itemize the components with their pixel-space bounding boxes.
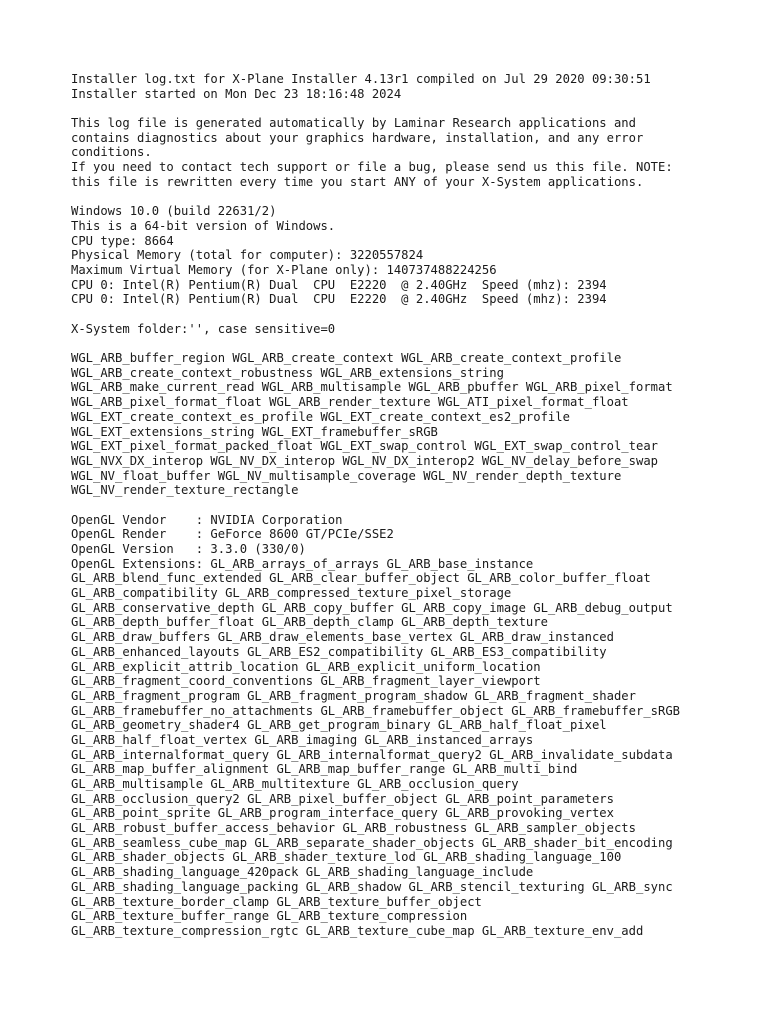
log-line: GL_ARB_occlusion_query2 GL_ARB_pixel_buffer_object GL_ARB_point_parameters	[71, 791, 614, 806]
log-line: WGL_ARB_buffer_region WGL_ARB_create_context WGL_ARB_create_context_profile	[71, 351, 622, 366]
log-line: GL_ARB_draw_buffers GL_ARB_draw_elements_base_vertex GL_ARB_draw_instanced	[71, 630, 614, 645]
log-line: GL_ARB_geometry_shader4 GL_ARB_get_program_binary GL_ARB_half_float_pixel	[71, 718, 607, 733]
log-line: GL_ARB_texture_border_clamp GL_ARB_texture_buffer_object	[71, 894, 482, 909]
log-line: GL_ARB_texture_buffer_range GL_ARB_texture_compression	[71, 909, 468, 924]
log-line: X-System folder:'', case sensitive=0	[71, 321, 336, 336]
log-line: Installer started on Mon Dec 23 18:16:48 2024	[71, 86, 402, 101]
log-line: GL_ARB_compatibility GL_ARB_compressed_texture_pixel_storage	[71, 586, 512, 601]
log-line: conditions.	[71, 145, 152, 160]
log-line: GL_ARB_shading_language_420pack GL_ARB_shading_language_include	[71, 865, 534, 880]
log-line: GL_ARB_depth_buffer_float GL_ARB_depth_clamp GL_ARB_depth_texture	[71, 615, 548, 630]
log-line: Installer log.txt for X-Plane Installer 4.13r1 compiled on Jul 29 2020 09:30:51	[71, 72, 651, 86]
log-line: GL_ARB_enhanced_layouts GL_ARB_ES2_compatibility GL_ARB_ES3_compatibility	[71, 644, 607, 659]
log-line: GL_ARB_map_buffer_alignment GL_ARB_map_buffer_range GL_ARB_multi_bind	[71, 762, 578, 777]
log-line: WGL_EXT_pixel_format_packed_float WGL_EXT_swap_control WGL_EXT_swap_control_tear	[71, 439, 658, 454]
log-line: GL_ARB_explicit_attrib_location GL_ARB_explicit_uniform_location	[71, 659, 541, 674]
installer-log-document	[71, 72, 751, 968]
log-line	[71, 498, 751, 513]
log-line: GL_ARB_fragment_coord_conventions GL_ARB_fragment_layer_viewport	[71, 674, 541, 689]
log-line: Windows 10.0 (build 22631/2)	[71, 204, 277, 219]
log-line	[71, 307, 751, 322]
log-line: GL_ARB_texture_compression_rgtc GL_ARB_texture_cube_map GL_ARB_texture_env_add	[71, 923, 644, 938]
log-line: This log file is generated automatically by Laminar Research applications and	[71, 116, 636, 131]
log-line: GL_ARB_point_sprite GL_ARB_program_interface_query GL_ARB_provoking_vertex	[71, 806, 614, 821]
log-line: GL_ARB_shading_language_packing GL_ARB_shadow GL_ARB_stencil_texturing GL_ARB_sync	[71, 879, 673, 894]
log-line	[71, 939, 751, 954]
log-line: If you need to contact tech support or file a bug, please send us this file. NOTE:	[71, 160, 673, 175]
log-line	[71, 336, 751, 351]
log-line: WGL_EXT_extensions_string WGL_EXT_framebuffer_sRGB	[71, 424, 438, 439]
log-line: contains diagnostics about your graphics hardware, installation, and any error	[71, 130, 644, 145]
log-line: GL_ARB_robust_buffer_access_behavior GL_ARB_robustness GL_ARB_sampler_objects	[71, 821, 636, 836]
log-line: this file is rewritten every time you start ANY of your X-System applications.	[71, 174, 644, 189]
log-line: Physical Memory (total for computer): 3220557824	[71, 248, 424, 263]
log-line: GL_ARB_conservative_depth GL_ARB_copy_buffer GL_ARB_copy_image GL_ARB_debug_output	[71, 600, 673, 615]
log-line: CPU type: 8664	[71, 233, 174, 248]
log-line: WGL_ARB_pixel_format_float WGL_ARB_render_texture WGL_ATI_pixel_format_float	[71, 395, 629, 410]
log-line: GL_ARB_framebuffer_no_attachments GL_ARB_framebuffer_object GL_ARB_framebuffer_sRGB	[71, 703, 681, 718]
log-line: GL_ARB_shader_objects GL_ARB_shader_texture_lod GL_ARB_shading_language_100	[71, 850, 622, 865]
log-line: This is a 64-bit version of Windows.	[71, 218, 336, 233]
log-line: CPU 0: Intel(R) Pentium(R) Dual CPU E2220 @ 2.40GHz Speed (mhz): 2394	[71, 292, 607, 307]
log-line	[71, 190, 751, 205]
log-line: CPU 0: Intel(R) Pentium(R) Dual CPU E2220 @ 2.40GHz Speed (mhz): 2394	[71, 277, 607, 292]
log-line: WGL_ARB_make_current_read WGL_ARB_multisample WGL_ARB_pbuffer WGL_ARB_pixel_format	[71, 380, 673, 395]
log-line	[71, 953, 751, 968]
log-line: OpenGL Vendor : NVIDIA Corporation	[71, 512, 343, 527]
log-line: OpenGL Extensions: GL_ARB_arrays_of_arrays GL_ARB_base_instance	[71, 556, 534, 571]
log-line: WGL_NV_render_texture_rectangle	[71, 483, 299, 498]
log-line: WGL_NVX_DX_interop WGL_NV_DX_interop WGL_NV_DX_interop2 WGL_NV_delay_before_swap	[71, 453, 658, 468]
log-line: GL_ARB_multisample GL_ARB_multitexture GL_ARB_occlusion_query	[71, 777, 519, 791]
log-line: WGL_ARB_create_context_robustness WGL_ARB_extensions_string	[71, 365, 504, 380]
log-line: OpenGL Render : GeForce 8600 GT/PCIe/SSE2	[71, 527, 394, 542]
log-line: GL_ARB_internalformat_query GL_ARB_internalformat_query2 GL_ARB_invalidate_subdata	[71, 747, 673, 762]
log-line: Maximum Virtual Memory (for X-Plane only): 140737488224256	[71, 262, 497, 277]
log-line: GL_ARB_half_float_vertex GL_ARB_imaging GL_ARB_instanced_arrays	[71, 732, 534, 747]
log-line: GL_ARB_fragment_program GL_ARB_fragment_program_shadow GL_ARB_fragment_shader	[71, 688, 636, 703]
log-line: WGL_EXT_create_context_es_profile WGL_EXT_create_context_es2_profile	[71, 409, 570, 424]
log-line	[71, 101, 751, 116]
log-line: GL_ARB_blend_func_extended GL_ARB_clear_buffer_object GL_ARB_color_buffer_float	[71, 571, 651, 586]
log-line: OpenGL Version : 3.3.0 (330/0)	[71, 542, 306, 556]
log-line: WGL_NV_float_buffer WGL_NV_multisample_coverage WGL_NV_render_depth_texture	[71, 468, 622, 483]
log-line: GL_ARB_seamless_cube_map GL_ARB_separate_shader_objects GL_ARB_shader_bit_encoding	[71, 835, 673, 850]
